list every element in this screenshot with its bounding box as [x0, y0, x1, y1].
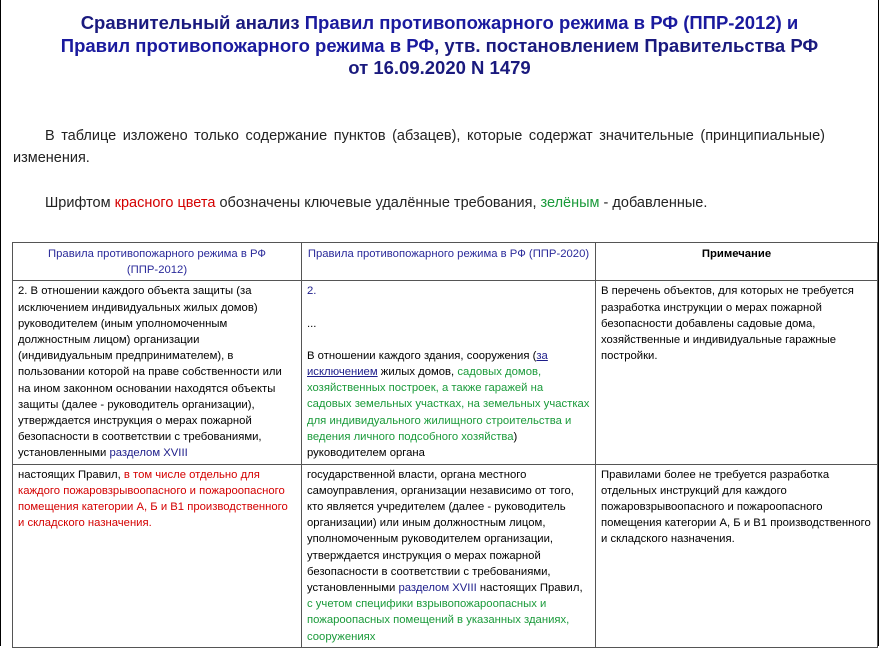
color-legend	[45, 193, 707, 213]
title-highlight-1: Правил противопожарного режима в РФ (ППР-2012) и	[304, 12, 799, 33]
cell-ppr2020-cont	[302, 464, 596, 647]
comparison-table	[12, 242, 878, 648]
ppr2020-text-cont: государственной власти, органа местного самоуправления, организации независимо от того, кто является учредителем (далее - руководитель организации) или иным должностным лицом, уполномоченным руководителем организации, утверждается инструкция о мерах пожарной безопасности в соответствии с требованиями, установленными	[307, 468, 574, 595]
title-suffix: , утв. постановлением Правительства РФ	[434, 34, 819, 56]
cell-ppr2020-p2	[302, 281, 596, 464]
section-xviii-link-2020[interactable]: разделом XVIII	[398, 582, 477, 595]
cell-ppr2012-p2	[13, 281, 302, 464]
legend-green: зелёным	[540, 195, 600, 211]
cell-ppr2012-cont	[13, 464, 302, 647]
title-prefix: Сравнительный анализ	[80, 12, 305, 33]
ppr2012-removed-text: в том числе отдельно для каждого пожаровзрывоопасного и пожароопасного помещения категории А, Б и В1 производственного и складского назначения.	[18, 468, 288, 530]
ppr2020-added-text-2: с учетом специфики взрывопожароопасных и пожароопасных помещений в указанных зданиях, сооружениях	[307, 598, 570, 643]
legend-text-2: обозначены ключевые удалённые требования,	[215, 195, 541, 211]
ppr2020-added-text: садовых домов, хозяйственных построек, а также гаражей на садовых земельных участках, на земельных участках для индивидуального жилищного строительства и ведения личного подсобного хозяйства	[307, 366, 590, 443]
ppr2020-text-c: ) руководителем органа	[307, 430, 518, 460]
cell-note-2: Правилами более не требуется разработка отдельных инструкций для каждого пожаровзрывоопасного и пожароопасного помещения категории А, Б и В1 производственного и складского назначения.	[596, 464, 878, 647]
table-header-row	[13, 243, 878, 281]
table-row	[13, 464, 878, 647]
ppr2020-text-cont-b: настоящих Правил,	[476, 582, 583, 595]
intro-paragraph: В таблице изложено только содержание пунктов (абзацев), которые содержат значительные (принципиальные) изменения.	[13, 128, 825, 166]
title-highlight-2: Правил противопожарного режима в РФ	[60, 34, 435, 56]
clause-number: 2.	[307, 285, 317, 298]
header-ppr-2012: Правила противопожарного режима в РФ (ППР-2012)	[13, 243, 302, 281]
table-row	[13, 281, 878, 464]
legend-red: красного цвета	[114, 195, 216, 211]
legend-text-3: - добавленные.	[599, 195, 708, 211]
legend-text-1: Шрифтом	[45, 195, 115, 211]
section-xviii-link[interactable]: разделом XVIII	[109, 447, 188, 460]
ppr2012-text-cont: настоящих Правил,	[18, 468, 124, 481]
ppr2012-text: 2. В отношении каждого объекта защиты (за исключением индивидуальных жилых домов) руководителем (иным уполномоченным должностным лицом) организации (индивидуальным предпринимателем), в пользовании которой на праве собственности или на ином законном основании находятся объекты защиты (далее - руководитель организации), утверждается инструкция о мерах пожарной безопасности в соответствии с требованиями, установленными	[18, 285, 282, 460]
ppr2020-text-b: жилых домов,	[377, 366, 458, 379]
ppr2020-text-a: В отношении каждого здания, сооружения (	[307, 349, 537, 362]
title-date: от 16.09.2020 N 1479	[348, 57, 531, 78]
exception-link[interactable]: за исключением	[307, 349, 548, 379]
page-title	[1, 12, 878, 80]
cell-note-1: В перечень объектов, для которых не требуется разработка инструкции о мерах пожарной безопасности добавлены садовые дома, хозяйственные и индивидуальные гаражные постройки.	[596, 281, 878, 464]
header-note: Примечание	[596, 243, 878, 281]
spacer	[307, 300, 590, 316]
ellipsis: ...	[307, 317, 317, 330]
spacer	[307, 332, 590, 348]
header-ppr-2020: Правила противопожарного режима в РФ (ППР-2020)	[302, 243, 596, 281]
